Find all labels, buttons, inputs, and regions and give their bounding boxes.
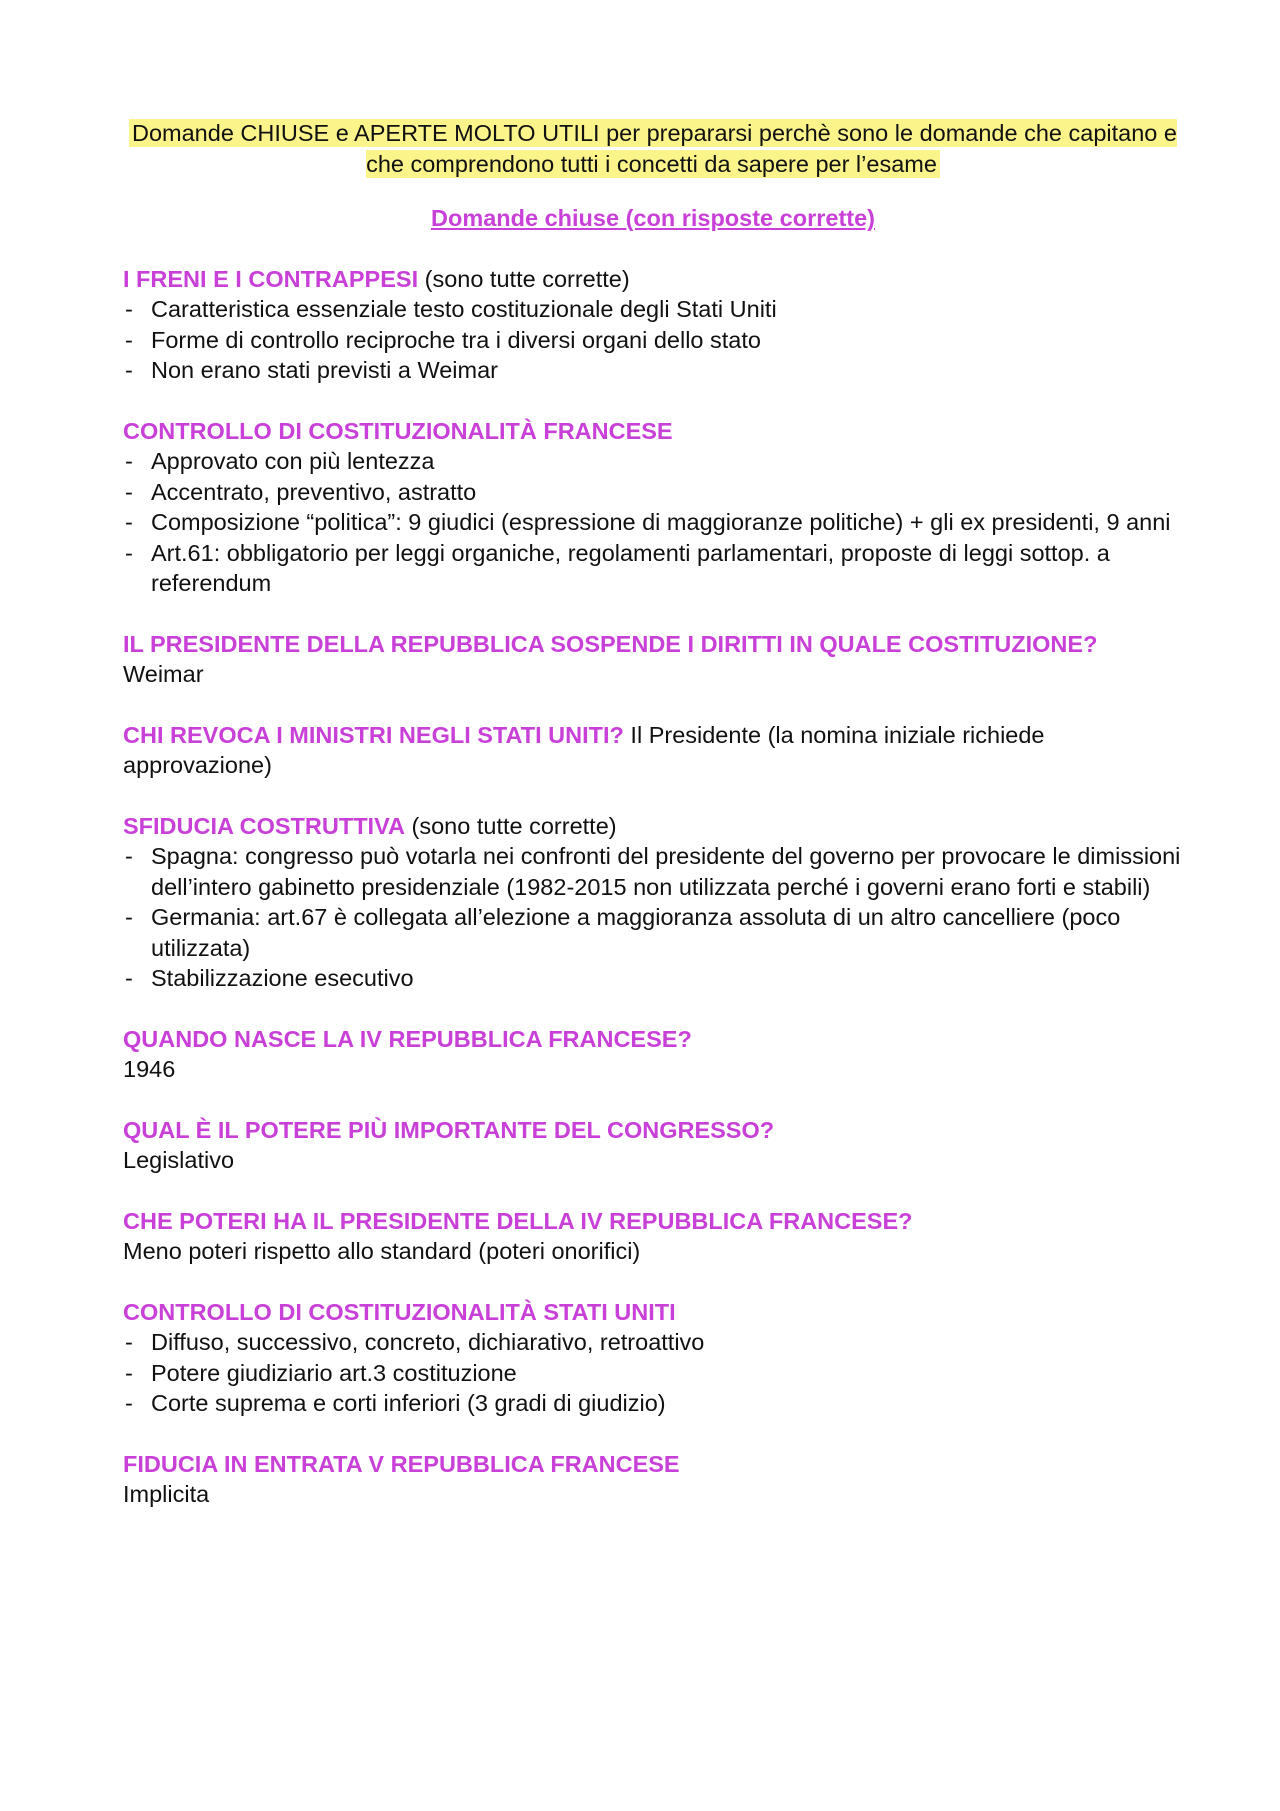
list-item: - Germania: art.67 è collegata all’elezione a maggioranza assoluta di un altro cancelliere (poco utilizzata) [123,902,1183,963]
list-item: - Forme di controllo reciproche tra i diversi organi dello stato [123,325,1183,356]
section-heading: CONTROLLO DI COSTITUZIONALITÀ STATI UNITI [123,1298,676,1325]
section-presidente-diritti [123,629,1183,690]
bullet-list [123,841,1183,994]
answer-text: Legislativo [123,1147,235,1173]
section-heading [123,720,1183,781]
section-potere-congresso [123,1115,1183,1176]
heading-note: (sono tutte corrette) [418,265,630,292]
section-revoca-ministri [123,720,1183,781]
list-item: - Non erano stati previsti a Weimar [123,355,1183,386]
section-heading: QUANDO NASCE LA IV REPUBBLICA FRANCESE? [123,1025,692,1052]
section-poteri-presidente [123,1206,1183,1267]
answer-text: 1946 [123,1056,176,1082]
heading-note: (sono tutte corrette) [405,812,617,839]
answer-text: Implicita [123,1481,210,1507]
heading-text: CHI REVOCA I MINISTRI NEGLI STATI UNITI? [123,721,624,748]
section-heading: CHE POTERI HA IL PRESIDENTE DELLA IV REPUBBLICA FRANCESE? [123,1207,913,1234]
list-item: - Diffuso, successivo, concreto, dichiarativo, retroattivo [123,1327,1183,1358]
list-item: - Composizione “politica”: 9 giudici (espressione di maggioranze politiche) + gli ex presidenti, 9 anni [123,507,1183,538]
heading-text: I FRENI E I CONTRAPPESI [123,265,419,292]
list-item: - Caratteristica essenziale testo costituzionale degli Stati Uniti [123,294,1183,325]
section-controllo-francese [123,416,1183,599]
bullet-list [123,446,1183,599]
section-heading: CONTROLLO DI COSTITUZIONALITÀ FRANCESE [123,417,673,444]
list-item: - Approvato con più lentezza [123,446,1183,477]
list-item: - Accentrato, preventivo, astratto [123,477,1183,508]
document-page [123,118,1183,1510]
bullet-list [123,294,1183,386]
section-heading: QUAL È IL POTERE PIÙ IMPORTANTE DEL CONGRESSO? [123,1116,775,1143]
intro-note [123,118,1183,179]
section-heading: FIDUCIA IN ENTRATA V REPUBBLICA FRANCESE [123,1450,680,1477]
list-item: - Spagna: congresso può votarla nei confronti del presidente del governo per provocare le dimissioni dell’intero gabinetto presidenziale (1982-2015 non utilizzata perché i governi erano forti e stabili) [123,841,1183,902]
section-iv-repubblica-nasce [123,1024,1183,1085]
section-heading [123,264,1183,295]
answer-text: Meno poteri rispetto allo standard (poteri onorifici) [123,1238,641,1264]
section-freni-contrappesi [123,264,1183,386]
section-sfiducia-costruttiva [123,811,1183,994]
list-item: - Corte suprema e corti inferiori (3 gradi di giudizio) [123,1388,1183,1419]
section-fiducia-entrata [123,1449,1183,1510]
answer-text: Il Presidente (la nomina iniziale richiede approvazione) [123,721,1045,778]
section-heading: IL PRESIDENTE DELLA REPUBBLICA SOSPENDE I DIRITTI IN QUALE COSTITUZIONE? [123,630,1098,657]
intro-highlight: Domande CHIUSE e APERTE MOLTO UTILI per prepararsi perchè sono le domande che capitano e che comprendono tutti i concetti da sapere per l’esame [129,119,1177,178]
list-item: - Stabilizzazione esecutivo [123,963,1183,994]
bullet-list [123,1327,1183,1419]
list-item: - Art.61: obbligatorio per leggi organiche, regolamenti parlamentari, proposte di leggi sottop. a referendum [123,538,1183,599]
section-heading [123,811,1183,842]
list-item: - Potere giudiziario art.3 costituzione [123,1358,1183,1389]
heading-text: SFIDUCIA COSTRUTTIVA [123,812,405,839]
closed-questions-title: Domande chiuse (con risposte corrette) [431,205,875,231]
answer-text: Weimar [123,661,204,687]
section-controllo-stati-uniti [123,1297,1183,1419]
